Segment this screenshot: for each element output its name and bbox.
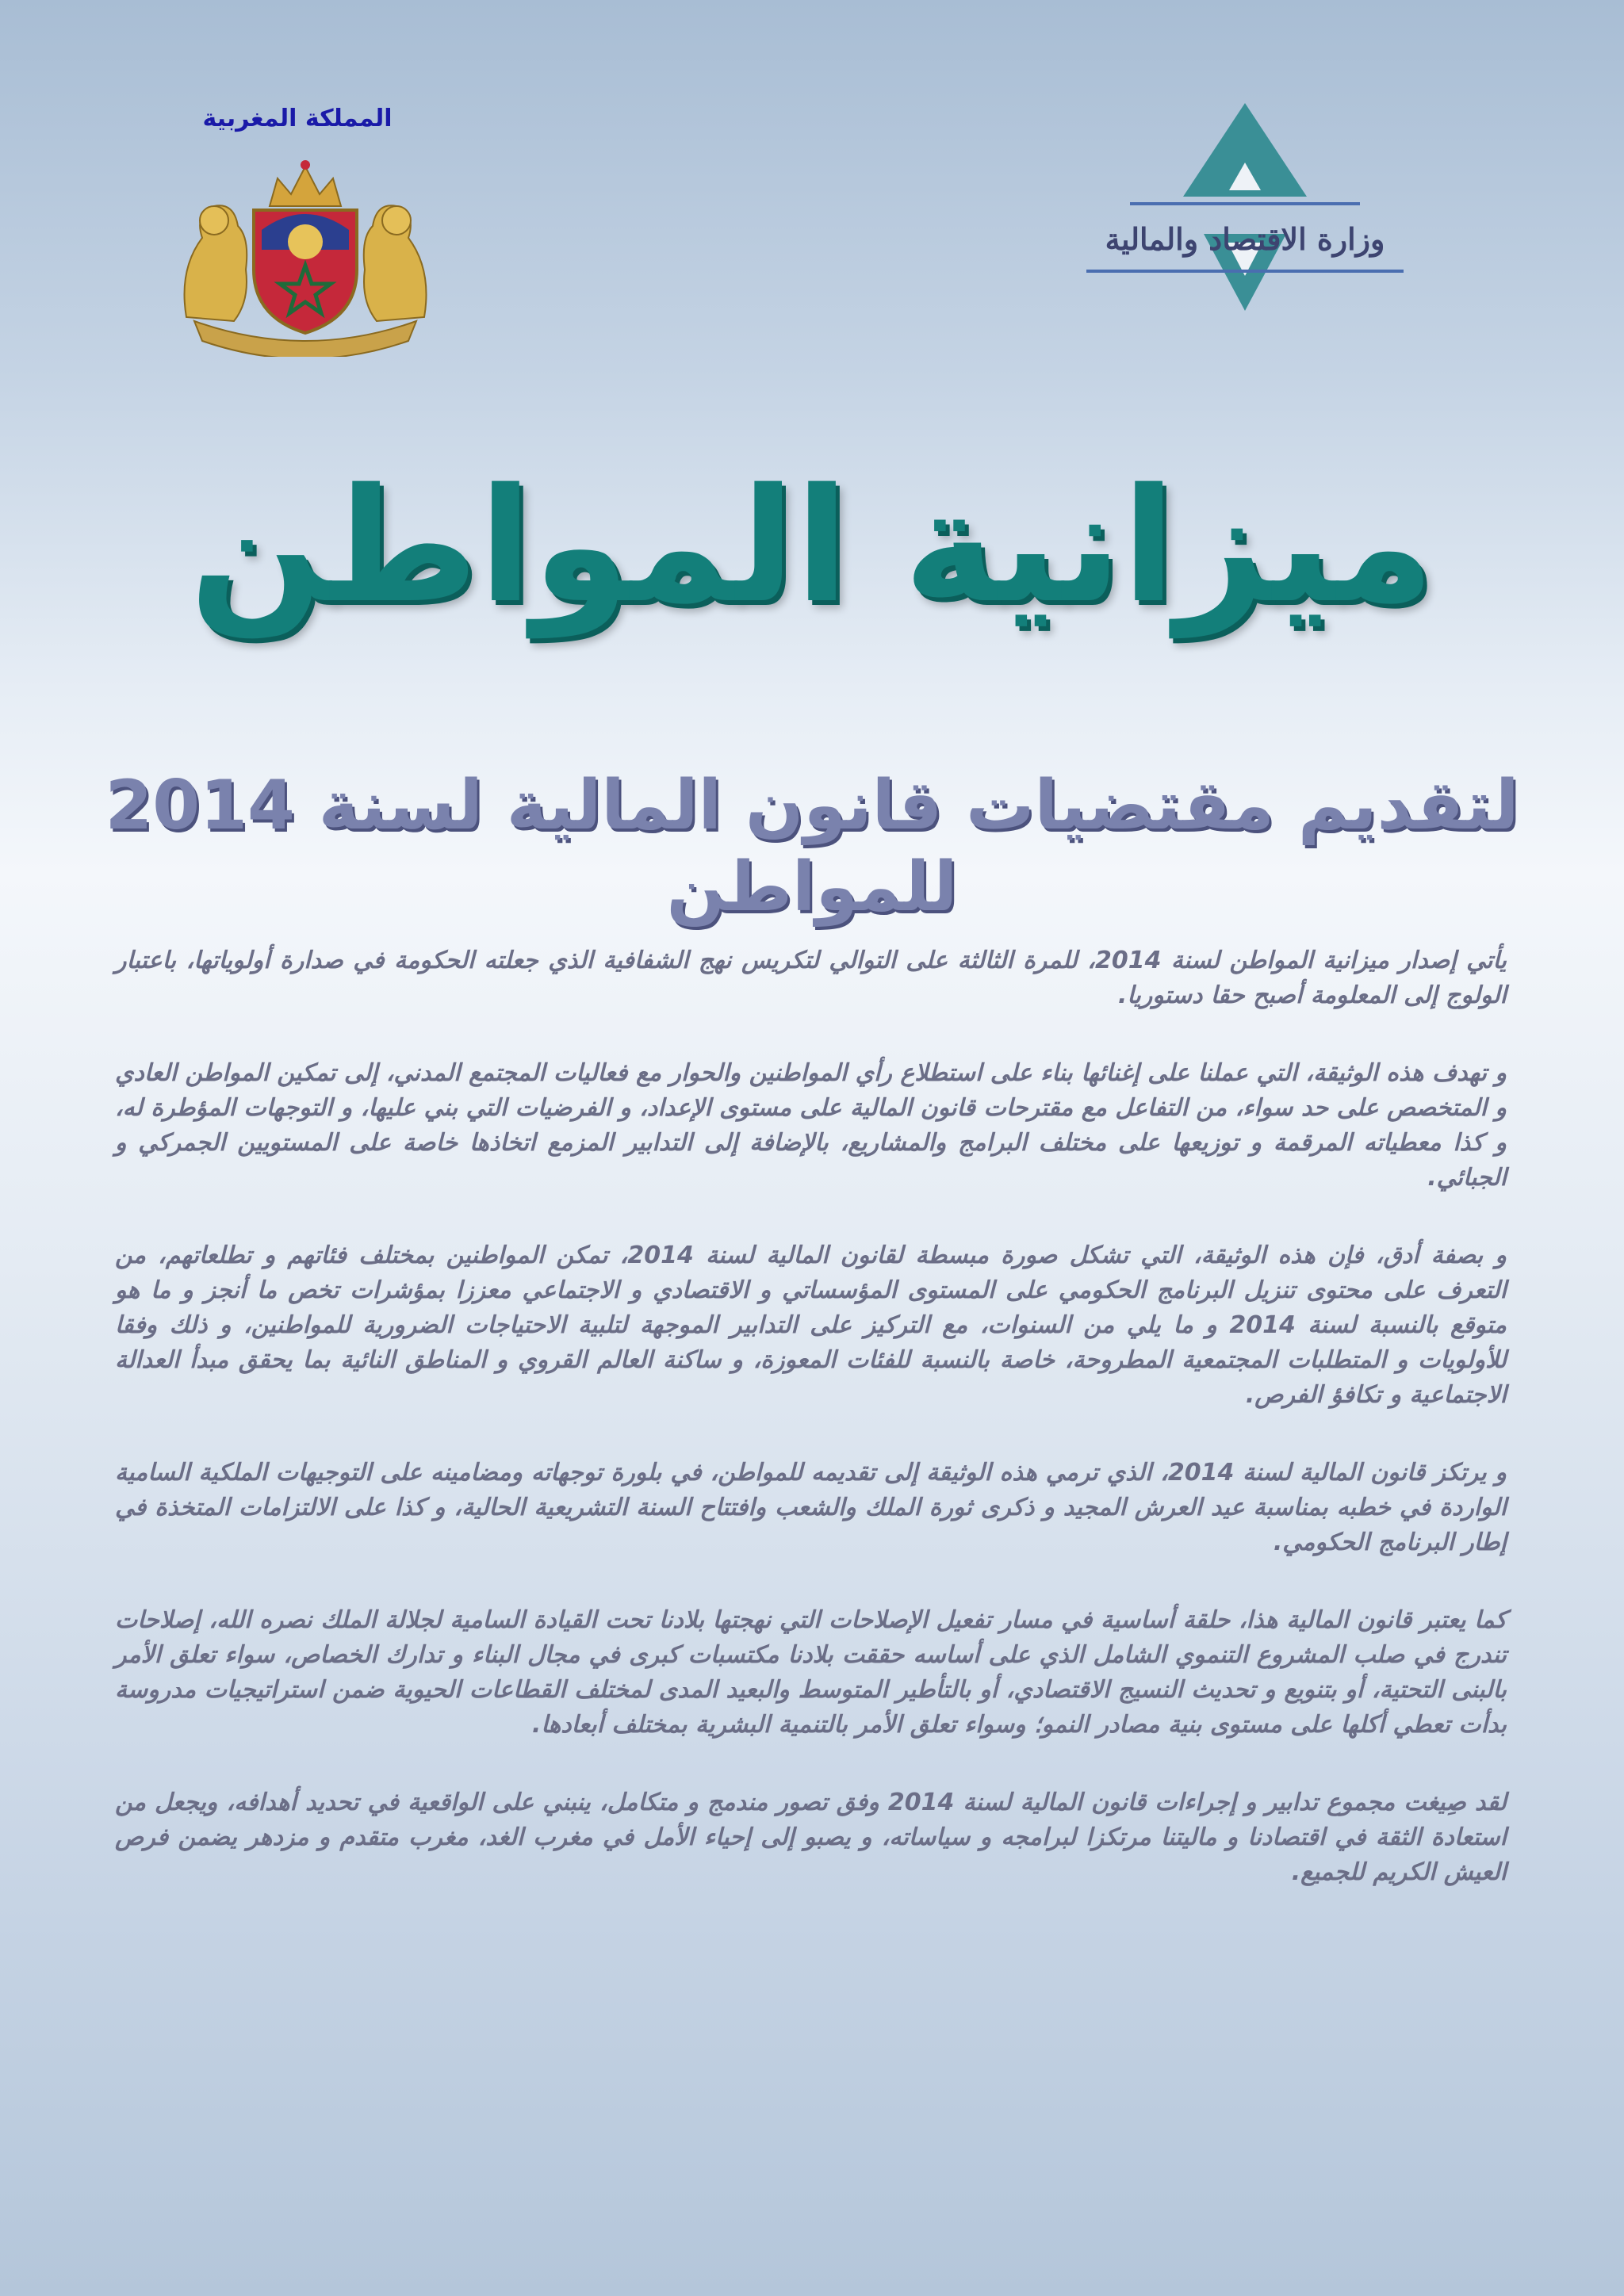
coat-of-arms-emblem bbox=[170, 151, 440, 357]
paragraph: و يرتكز قانون المالية لسنة 2014، الذي ترمي هذه الوثيقة إلى تقديمه للمواطن، في بلورة توجهاته ومضامينه على التوجيهات الملكية السامية الواردة في خطبه بمناسبة عيد العرش المجيد و ذكرى ثورة الملك والشعب وافتتاح السنة التشريعية الحالية، و كذا على الالتزامات المتخذة في إطار البرنامج الحكومي. bbox=[115, 1459, 1507, 1556]
paragraph: و بصفة أدق، فإن هذه الوثيقة، التي تشكل صورة مبسطة لقانون المالية لسنة 2014، تمكن المواطنين بمختلف فئاتهم و تطلعاتهم، من التعرف على محتوى تنزيل البرنامج الحكومي على المستوى المؤسساتي و الاقتصادي و الاجتماعي معززا بمؤشرات تخص ما أنجز و ما هو متوقع بالنسبة لسنة 2014 و ما يلي من السنوات، مع التركيز على التدابير الموجهة لتلبية الاحتياجات الضرورية للمواطنين، و ذلك وفقا للأولويات و المتطلبات المجتمعية المطروحة، خاصة بالنسبة للفئات المعوزة، و ساكنة العالم القروي و المناطق النائية بما يحقق مبدأ العدالة الاجتماعية و تكافؤ الفرص. bbox=[115, 1242, 1507, 1409]
paragraph: كما يعتبر قانون المالية هذا، حلقة أساسية في مسار تفعيل الإصلاحات التي نهجتها بلادنا تحت القيادة السامية لجلالة الملك نصره الله، إصلاحات تندرج في صلب المشروع التنموي الشامل الذي على أساسه حققت بلادنا مكتسبات كبرى في مجال البناء و تدارك الخصاص، سواء تعلق الأمر بالبنى التحتية، أو بتنويع و تحديث النسيج الاقتصادي، أو بالتأطير المتوسط والبعيد المدى لمختلف القطاعات الحيوية ضمن استراتيجيات مدروسة بدأت تعطي أكلها على مستوى بنية مصادر النمو؛ وسواء تعلق الأمر بالتنمية البشرية بمختلف أبعادها. bbox=[115, 1606, 1507, 1739]
ministry-logo bbox=[1086, 103, 1404, 329]
paragraph: و تهدف هذه الوثيقة، التي عملنا على إغنائها بناء على استطلاع رأي المواطنين والحوار مع فعاليات المجتمع المدني، إلى تمكين المواطن العادي و المتخصص على حد سواء، من التفاعل مع مقترحات قانون المالية على مستوى الإعداد، و الفرضيات التي بني عليها، و التوجهات المؤطرة له، و كذا معطياته المرقمة و توزيعها على مختلف البرامج والمشاريع، بالإضافة إلى التدابير المزمع اتخاذها خاصة على المستويين الجمركي و الجبائي. bbox=[115, 1059, 1507, 1192]
kingdom-label: المملكة المغربية bbox=[202, 105, 393, 132]
ministry-name: وزارة الاقتصاد والمالية bbox=[1105, 221, 1385, 257]
body-text bbox=[115, 943, 1507, 1933]
page-subtitle: لتقديم مقتضيات قانون المالية لسنة 2014 للمواطن bbox=[105, 766, 1519, 928]
paragraph: يأتي إصدار ميزانية المواطن لسنة 2014، للمرة الثالثة على التوالي لتكريس نهج الشفافية الذي جعلته الحكومة في صدارة أولوياتها، باعتبار الولوج إلى المعلومة أصبح حقا دستوريا. bbox=[115, 947, 1507, 1009]
page-title: ميزانية المواطن bbox=[189, 454, 1435, 637]
paragraph: لقد صِيغت مجموع تدابير و إجراءات قانون المالية لسنة 2014 وفق تصور مندمج و متكامل، ينبني على الواقعية في تحديد أهدافه، ويجعل من استعادة الثقة في اقتصادنا و ماليتنا مرتكزا لبرامجه و سياساته، و يصبو إلى إحياء الأمل في مغرب الغد، مغرب متقدم و مزدهر يضمن فرص العيش الكريم للجميع. bbox=[115, 1789, 1507, 1886]
